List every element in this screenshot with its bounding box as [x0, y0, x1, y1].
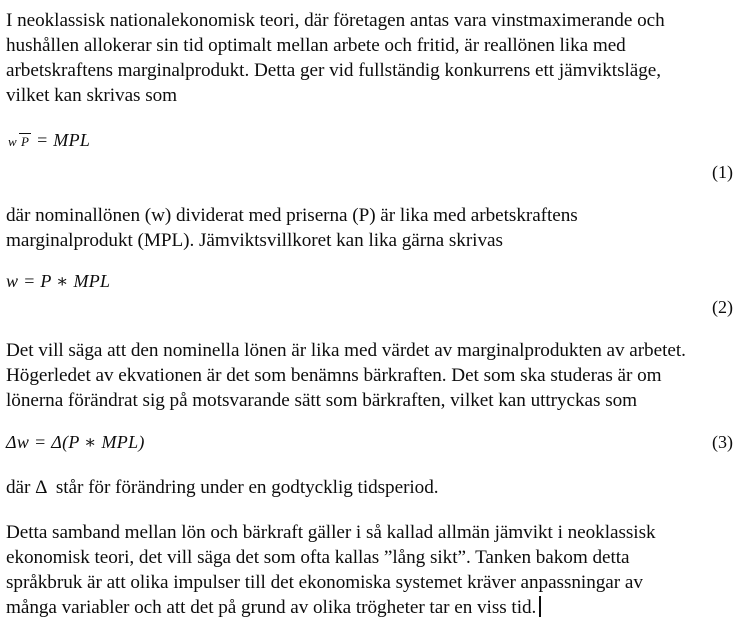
paragraph-3-line-2: Högerledet av ekvationen är det som benämns bärkraften. Det som ska studeras är om: [6, 365, 662, 386]
equation-2-expression: w = P ∗ MPL: [6, 271, 111, 291]
paragraph-3: [6, 338, 720, 413]
paragraph-4: [6, 475, 720, 500]
equation-3-number: (3): [712, 432, 733, 452]
equation-2-number: (2): [712, 297, 733, 317]
paragraph-3-line-3: lönerna förändrat sig på motsvarande sätt som bärkraften, vilket kan uttryckas som: [6, 390, 638, 411]
equation-3-expression: Δw = Δ(P ∗ MPL): [6, 432, 145, 452]
equation-1-expression: [6, 129, 90, 151]
equation-3: [6, 432, 733, 453]
paragraph-2-line-2: marginalprodukt (MPL). Jämviktsvillkoret kan lika gärna skrivas: [6, 230, 503, 251]
equation-1: [6, 129, 733, 151]
paragraph-2-line-1: där nominallönen (w) dividerat med priserna (P) är lika med arbetskraftens: [6, 205, 578, 226]
paragraph-1-line-1: I neoklassisk nationalekonomisk teori, där företagen antas vara vinstmaximerande och: [6, 10, 665, 31]
paragraph-1-line-2: hushållen allokerar sin tid optimalt mellan arbete och fritid, är reallönen lika med: [6, 35, 626, 56]
paragraph-5-line-3: språkbruk är att olika impulser till det ekonomiska systemet kräver anpassningar av: [6, 572, 643, 593]
paragraph-3-line-1: Det vill säga att den nominella lönen är lika med värdet av marginalprodukten av arbetet.: [6, 340, 686, 361]
paragraph-1: [6, 8, 720, 108]
fraction-denominator: P: [20, 134, 30, 150]
text-cursor-caret[interactable]: [539, 596, 541, 617]
paragraph-5-line-4-text: många variabler och att det på grund av olika trögheter tar en viss tid.: [6, 597, 537, 618]
paragraph-5-line-4: [6, 595, 720, 620]
paragraph-1-line-3: arbetskraftens marginalprodukt. Detta ger vid fullständig konkurrens ett jämviktsläge,: [6, 60, 662, 81]
paragraph-2: [6, 203, 720, 253]
paragraph-5-line-1: Detta samband mellan lön och bärkraft gäller i så kallad allmän jämvikt i neoklassisk: [6, 522, 656, 543]
equation-2: [6, 271, 733, 292]
fraction-numerator: w: [8, 134, 17, 150]
paragraph-4-line-1: där Δ står för förändring under en godtycklig tidsperiod.: [6, 477, 439, 498]
paragraph-5: [6, 520, 720, 620]
equation-1-rest: = MPL: [31, 130, 91, 151]
fraction-w-over-p: [6, 135, 31, 149]
paragraph-5-line-2: ekonomisk teori, det vill säga det som ofta kallas ”lång sikt”. Tanken bakom detta: [6, 547, 630, 568]
equation-1-number: (1): [712, 162, 733, 182]
paragraph-1-line-4: vilket kan skrivas som: [6, 85, 178, 106]
